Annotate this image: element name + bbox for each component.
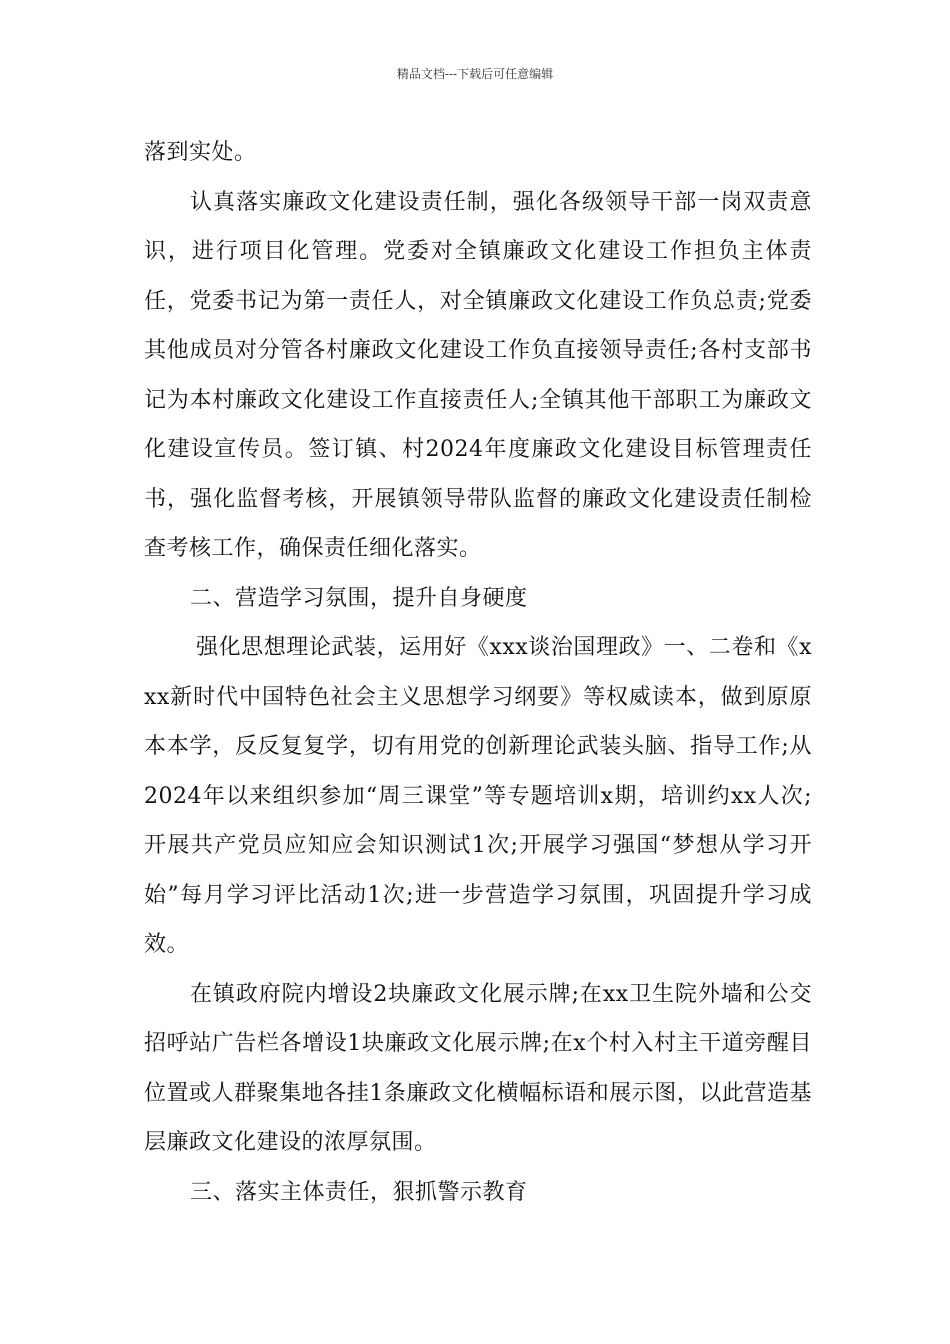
paragraph-display-boards: 在镇政府院内增设2块廉政文化展示牌;在xx卫生院外墙和公交招呼站广告栏各增设1块廉政文化展示牌;在x个村入村主干道旁醒目位置或人群聚集地各挂1条廉政文化横幅标语和展示图，以此营造基层廉政文化建设的浓厚氛围。 bbox=[144, 981, 812, 1155]
document-body bbox=[144, 128, 812, 1217]
section-heading-2: 二、营造学习氛围，提升自身硬度 bbox=[190, 585, 528, 611]
paragraph-study: 强化思想理论武装，运用好《xxx谈治国理政》一、二卷和《xxx新时代中国特色社会主义思想学习纲要》等权威读本，做到原原本本学，反反复复学，切有用党的创新理论武装头脑、指导工作;从2024年以来组织参加“周三课堂”等专题培训x期，培训约xx人次;开展共产党员应知应会知识测试1次;开展学习强国“梦想从学习开始”每月学习评比活动1次;进一步营造学习氛围，巩固提升学习成效。 bbox=[144, 635, 812, 957]
paragraph-responsibility: 认真落实廉政文化建设责任制，强化各级领导干部一岗双责意识，进行项目化管理。党委对全镇廉政文化建设工作担负主体责任，党委书记为第一责任人，对全镇廉政文化建设工作负总责;党委其他成员对分管各村廉政文化建设工作负直接领导责任;各村支部书记为本村廉政文化建设工作直接责任人;全镇其他干部职工为廉政文化建设宣传员。签订镇、村2024年度廉政文化建设目标管理责任书，强化监督考核，开展镇领导带队监督的廉政文化建设责任制检查考核工作，确保责任细化落实。 bbox=[144, 189, 812, 561]
page-header: 精品文档---下载后可任意编辑 bbox=[396, 67, 554, 81]
paragraph-continuation: 落到实处。 bbox=[144, 140, 257, 165]
section-heading-3: 三、落实主体责任，狠抓警示教育 bbox=[190, 1179, 528, 1205]
